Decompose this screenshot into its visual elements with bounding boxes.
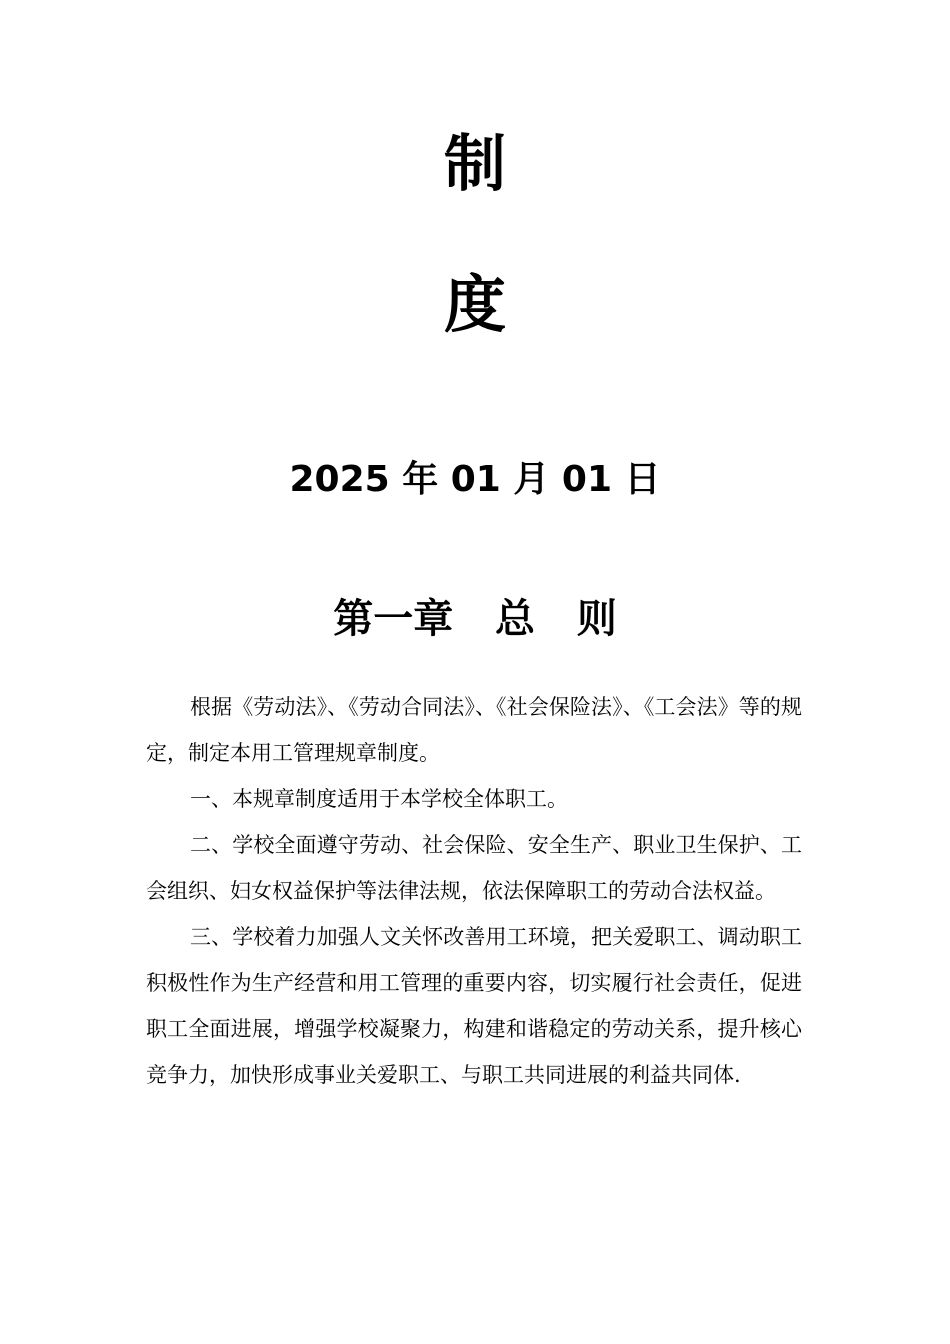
paragraph-preamble: 根据《劳动法》、《劳动合同法》、《社会保险法》、《工会法》等的规定，制定本用工管理规章制度。 <box>146 695 802 765</box>
document-title-char-1: 制 <box>443 127 506 200</box>
chapter-body <box>146 684 802 1098</box>
document-title-char-2: 度 <box>443 268 506 341</box>
paragraph-article-2: 二、学校全面遵守劳动、社会保险、安全生产、职业卫生保护、工会组织、妇女权益保护等法律法规，依法保障职工的劳动合法权益。 <box>146 833 802 903</box>
document-date: 2025 年 01 月 01 日 <box>289 459 661 500</box>
paragraph-article-3: 三、学校着力加强人文关怀改善用工环境，把关爱职工、调动职工积极性作为生产经营和用工管理的重要内容，切实履行社会责任，促进职工全面进展，增强学校凝聚力，构建和谐稳定的劳动关系，提升核心竞争力，加快形成事业关爱职工、与职工共同进展的利益共同体. <box>146 925 802 1087</box>
chapter-heading: 第一章 总 则 <box>333 595 617 642</box>
paragraph-article-1: 一、本规章制度适用于本学校全体职工。 <box>190 787 568 811</box>
